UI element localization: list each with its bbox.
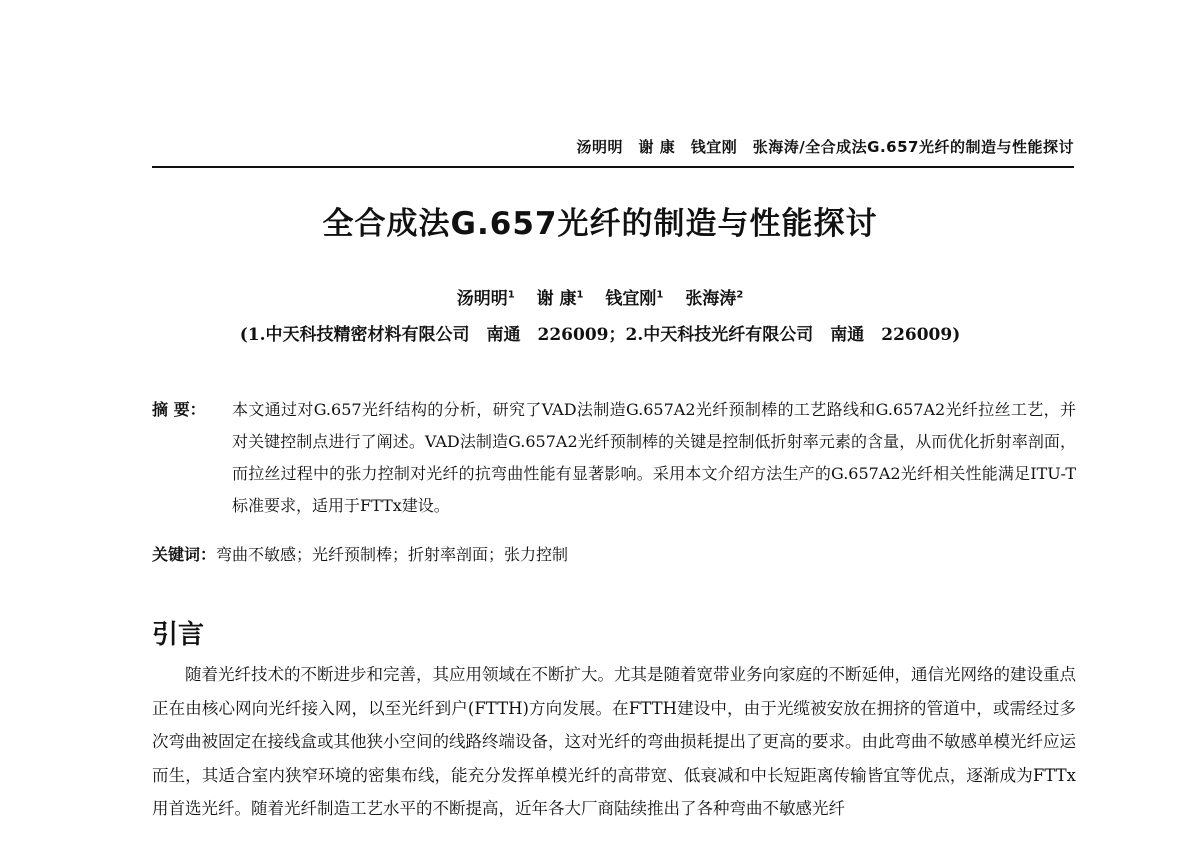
author: 谢 康$^1$	[536, 289, 584, 309]
author-list	[0, 284, 1200, 309]
header-rule	[152, 166, 1074, 168]
abstract	[152, 394, 1076, 522]
abstract-label: 摘 要：	[152, 400, 206, 419]
running-head: 汤明明 谢 康 钱宜刚 张海涛/全合成法G.657光纤的制造与性能探讨	[576, 138, 1074, 156]
section-body: 随着光纤技术的不断进步和完善，其应用领域在不断扩大。尤其是随着宽带业务向家庭的不断延伸，通信光网络的建设重点正在由核心网向光纤接入网，以至光纤到户(FTTH)方向发展。在FTTH建设中，由于光缆被安放在拥挤的管道中，或需经过多次弯曲被固定在接线盒或其他狭小空间的线路终端设备，这对光纤的弯曲损耗提出了更高的要求。由此弯曲不敏感单模光纤应运而生，其适合室内狭窄环境的密集布线，能充分发挥单模光纤的高带宽、低衰减和中长短距离传输皆宜等优点，逐渐成为FTTx用首选光纤。随着光纤制造工艺水平的不断提高，近年各大厂商陆续推出了各种弯曲不敏感光纤	[152, 665, 1076, 818]
author: 张海涛$^2$	[685, 289, 744, 309]
keywords-label: 关键词：	[152, 545, 217, 564]
author: 钱宜刚$^1$	[605, 289, 664, 309]
affiliations: (1.中天科技精密材料有限公司 南通 226009；2.中天科技光纤有限公司 南通 226009)	[239, 325, 961, 345]
author-affiliation-mark: 1	[656, 289, 664, 301]
section-heading: 引言	[152, 620, 205, 650]
abstract-text: 本文通过对G.657光纤结构的分析，研究了VAD法制造G.657A2光纤预制棒的工艺路线和G.657A2光纤拉丝工艺，并对关键控制点进行了阐述。VAD法制造G.657A2光纤预制棒的关键是控制低折射率元素的含量，从而优化折射率剖面，而拉丝过程中的张力控制对光纤的抗弯曲性能有显著影响。采用本文介绍方法生产的G.657A2光纤相关性能满足ITU-T标准要求，适用于FTTx建设。	[232, 400, 1076, 515]
author-affiliation-mark: 1	[576, 289, 584, 301]
author: 汤明明$^1$	[456, 289, 515, 309]
author-affiliation-mark: 2	[736, 289, 744, 301]
keywords	[152, 540, 568, 570]
paper-title: 全合成法G.657光纤的制造与性能探讨	[322, 206, 878, 242]
author-affiliation-mark: 1	[507, 289, 515, 301]
keywords-text: 弯曲不敏感；光纤预制棒；折射率剖面；张力控制	[216, 545, 569, 564]
